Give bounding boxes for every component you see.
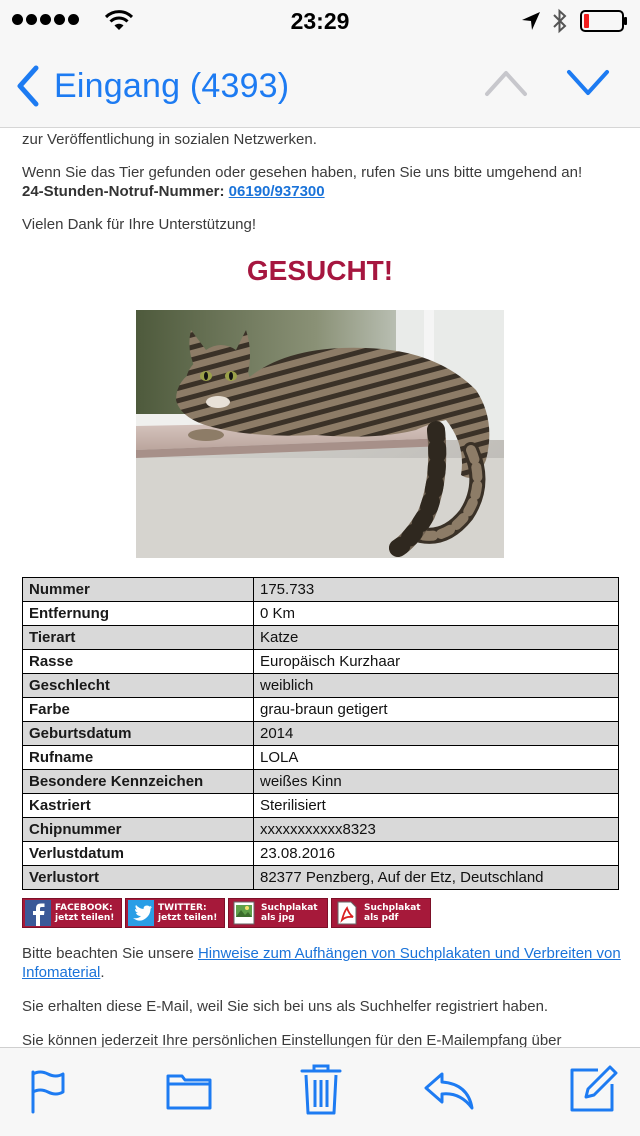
- detail-value: 23.08.2016: [254, 842, 619, 866]
- image-file-icon: [231, 900, 257, 926]
- back-button-label: Eingang (4393): [54, 66, 290, 105]
- bluetooth-icon: [551, 8, 569, 34]
- detail-label: Besondere Kennzeichen: [23, 770, 254, 794]
- detail-label: Farbe: [23, 698, 254, 722]
- detail-label: Chipnummer: [23, 818, 254, 842]
- detail-value: LOLA: [254, 746, 619, 770]
- table-row: [23, 818, 619, 842]
- navigation-bar: [0, 40, 640, 128]
- previous-message-button[interactable]: [484, 68, 528, 98]
- hotline-phone-link[interactable]: 06190/937300: [228, 183, 325, 200]
- poster-jpg-download-button[interactable]: [228, 898, 328, 928]
- detail-value: grau-braun getigert: [254, 698, 619, 722]
- table-row: [23, 674, 619, 698]
- table-row: [23, 866, 619, 890]
- detail-label: Tierart: [23, 626, 254, 650]
- share-buttons: [22, 898, 431, 928]
- facebook-share-label: FACEBOOK: jetzt teilen!: [55, 903, 115, 923]
- detail-value: Sterilisiert: [254, 794, 619, 818]
- detail-value: 2014: [254, 722, 619, 746]
- battery-icon: [580, 9, 630, 33]
- detail-label: Geburtsdatum: [23, 722, 254, 746]
- detail-label: Verlustdatum: [23, 842, 254, 866]
- trash-icon[interactable]: [300, 1064, 342, 1116]
- facebook-icon: [25, 900, 51, 926]
- table-row: [23, 794, 619, 818]
- poster-hints-link[interactable]: Hinweise zum Aufhängen von Suchplakaten und Verbreiten von Infomaterial: [22, 945, 621, 981]
- pdf-file-icon: [334, 900, 360, 926]
- detail-value: Europäisch Kurzhaar: [254, 650, 619, 674]
- folder-icon[interactable]: [166, 1068, 212, 1114]
- call-to-action-text: [22, 163, 622, 201]
- table-row: [23, 602, 619, 626]
- detail-label: Verlustort: [23, 866, 254, 890]
- detail-label: Geschlecht: [23, 674, 254, 698]
- twitter-icon: [128, 900, 154, 926]
- detail-label: Kastriert: [23, 794, 254, 818]
- poster-pdf-download-button[interactable]: [331, 898, 431, 928]
- twitter-share-label: TWITTER: jetzt teilen!: [158, 903, 218, 923]
- intro-text: zur Veröffentlichung in sozialen Netzwerken.: [22, 131, 317, 148]
- pet-details-table: [22, 577, 619, 890]
- poster-pdf-label: Suchplakat als pdf: [364, 903, 421, 923]
- call-text: Wenn Sie das Tier gefunden oder gesehen haben, rufen Sie uns bitte umgehend an!: [22, 164, 583, 181]
- detail-value: 82377 Penzberg, Auf der Etz, Deutschland: [254, 866, 619, 890]
- bottom-toolbar: [0, 1047, 640, 1136]
- clock: 23:29: [290, 8, 350, 34]
- hotline-label: 24-Stunden-Notruf-Nummer:: [22, 183, 225, 200]
- wanted-heading: GESUCHT!: [246, 255, 394, 286]
- facebook-share-button[interactable]: [22, 898, 122, 928]
- registration-text: Sie erhalten diese E-Mail, weil Sie sich bei uns als Suchhelfer registriert haben.: [22, 998, 549, 1015]
- reply-icon[interactable]: [422, 1068, 476, 1114]
- hotline-line: [22, 182, 622, 201]
- location-arrow-icon: [520, 10, 542, 32]
- detail-value: weißes Kinn: [254, 770, 619, 794]
- chevron-left-icon: [14, 64, 42, 108]
- back-button[interactable]: [14, 64, 289, 108]
- detail-value: 0 Km: [254, 602, 619, 626]
- status-bar: [0, 0, 640, 40]
- cat-photo[interactable]: [136, 310, 504, 558]
- twitter-share-button[interactable]: [125, 898, 225, 928]
- detail-value: Katze: [254, 626, 619, 650]
- detail-value: xxxxxxxxxxx8323: [254, 818, 619, 842]
- settings-text: Sie können jederzeit Ihre persönlichen Einstellungen für den E-Mailempfang über: [22, 1032, 562, 1047]
- detail-label: Rasse: [23, 650, 254, 674]
- detail-label: Entfernung: [23, 602, 254, 626]
- detail-label: Nummer: [23, 578, 254, 602]
- detail-label: Rufname: [23, 746, 254, 770]
- notice-text: Bitte beachten Sie unsere Hinweise zum Aufhängen von Suchplakaten und Verbreiten von Infomaterial.: [22, 945, 621, 981]
- thanks-text: Vielen Dank für Ihre Unterstützung!: [22, 216, 257, 233]
- table-row: [23, 578, 619, 602]
- table-row: [23, 770, 619, 794]
- table-row: [23, 650, 619, 674]
- detail-value: 175.733: [254, 578, 619, 602]
- next-message-button[interactable]: [566, 68, 610, 98]
- table-row: [23, 698, 619, 722]
- table-row: [23, 722, 619, 746]
- flag-icon[interactable]: [28, 1068, 68, 1114]
- email-body[interactable]: [0, 129, 640, 1047]
- table-row: [23, 842, 619, 866]
- table-row: [23, 746, 619, 770]
- detail-value: weiblich: [254, 674, 619, 698]
- table-row: [23, 626, 619, 650]
- compose-icon[interactable]: [568, 1064, 618, 1114]
- poster-jpg-label: Suchplakat als jpg: [261, 903, 318, 923]
